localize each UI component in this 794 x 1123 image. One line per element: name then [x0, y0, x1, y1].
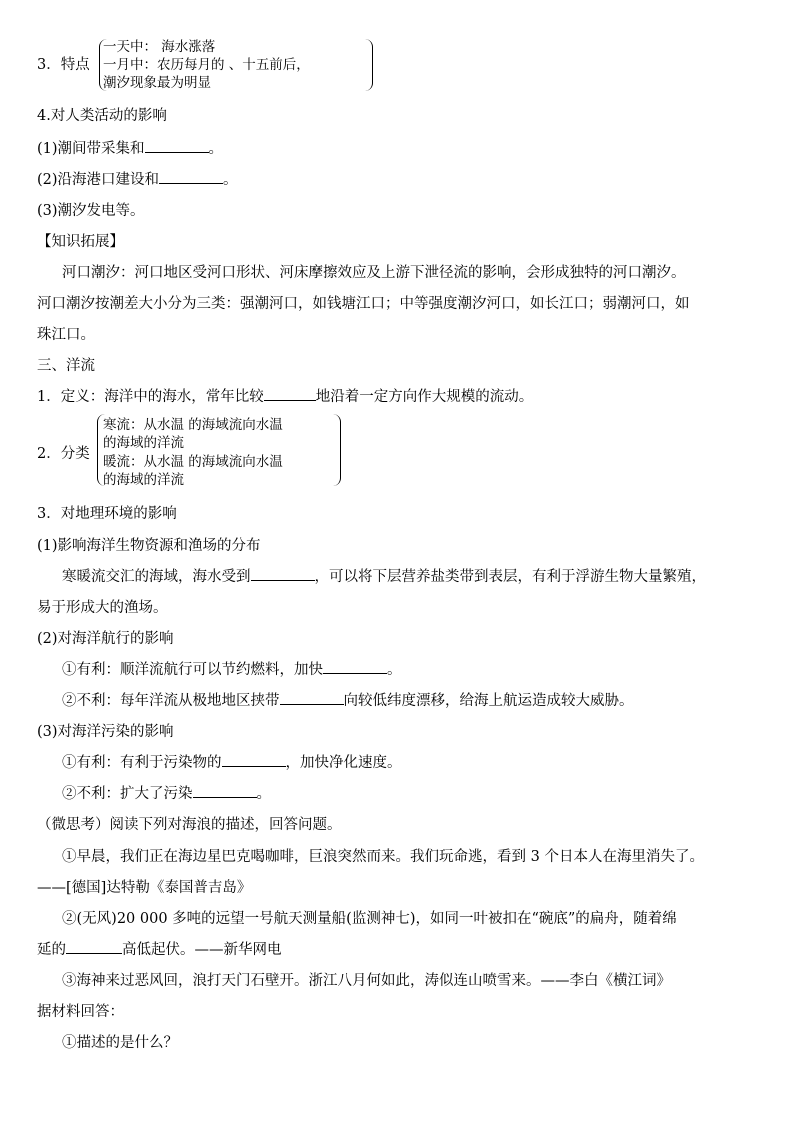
think-quote-1-source: ——[德国]达特勒《泰国普吉岛》 [37, 880, 252, 896]
answer-blank[interactable] [66, 941, 122, 954]
fish-text: 寒暖流交汇的海域，海水受到 ，可以将下层营养盐类带到表层，有利于浮游生物大量繁殖， [62, 569, 706, 585]
tide-feature-label: 3．特点 [37, 57, 90, 73]
cold-current: 寒流：从水温 的海域流向水温 [103, 417, 283, 433]
answer-lead: 据材料回答： [37, 1004, 124, 1020]
pollution-bad: ②不利：扩大了污染 。 [62, 786, 271, 802]
navigation-bad: ②不利：每年洋流从极地地区挟带 向较低纬度漂移，给海上航运造成较大威胁。 [62, 693, 634, 709]
impact-heading: 4.对人类活动的影响 [37, 108, 167, 124]
env-impact-heading: 3．对地理环境的影响 [37, 506, 177, 522]
cold-current-cont: 的海域的洋流 [103, 435, 184, 451]
answer-blank[interactable] [145, 140, 209, 153]
knowledge-expand-text: 河口潮汐：河口地区受河口形状、河床摩擦效应及上游下泄径流的影响，会形成独特的河口潮汐。 [62, 265, 686, 281]
answer-blank[interactable] [280, 692, 344, 705]
knowledge-expand-text: 珠江口。 [37, 327, 95, 343]
answer-blank[interactable] [323, 661, 387, 674]
pollution-good: ①有利：有利于污染物的 ，加快净化速度。 [62, 755, 402, 771]
fish-heading: (1)影响海洋生物资源和渔场的分布 [37, 538, 261, 554]
navigation-heading: (2)对海洋航行的影响 [37, 631, 174, 647]
knowledge-expand-text: 河口潮汐按潮差大小分为三类：强潮河口，如钱塘江口；中等强度潮汐河口，如长江口；弱潮河口，如 [37, 296, 690, 312]
impact-item-1: (1)潮间带采集和 。 [37, 141, 224, 157]
section-heading: 三、洋流 [37, 358, 95, 374]
answer-blank[interactable] [159, 171, 223, 184]
think-title: （微思考）阅读下列对海浪的描述，回答问题。 [37, 817, 342, 833]
think-quote-3: ③海神来过恶风回，浪打天门石壁开。浙江八月何如此，涛似连山喷雪来。——李白《横江词》 [62, 973, 671, 989]
answer-blank[interactable] [251, 568, 315, 581]
think-quote-2: ②(无风)20 000 多吨的远望一号航天测量船(监测神七)，如同一叶被扣在“碗底”的扁舟，随着绵 [62, 911, 677, 927]
right-brace [332, 414, 341, 486]
warm-current-cont: 的海域的洋流 [103, 472, 184, 488]
think-quote-1: ①早晨，我们正在海边星巴克喝咖啡，巨浪突然而来。我们玩命逃，看到 3 个日本人在海里消失了。 [62, 849, 704, 865]
answer-blank[interactable] [264, 388, 316, 401]
knowledge-expand-title: 【知识拓展】 [37, 234, 124, 250]
impact-item-3: (3)潮汐发电等。 [37, 203, 145, 219]
warm-current: 暖流：从水温 的海域流向水温 [103, 454, 283, 470]
answer-blank[interactable] [222, 754, 286, 767]
pollution-heading: (3)对海洋污染的影响 [37, 724, 174, 740]
impact-item-2: (2)沿海港口建设和 。 [37, 172, 238, 188]
tide-feature-month-cont: 潮汐现象最为明显 [103, 75, 211, 91]
fish-text-cont: 易于形成大的渔场。 [37, 600, 168, 616]
current-class-label: 2．分类 [37, 446, 90, 462]
current-definition: 1．定义：海洋中的海水，常年比较 地沿着一定方向作大规模的流动。 [37, 389, 534, 405]
tide-feature-day: 一天中： 海水涨落 [103, 39, 216, 55]
answer-blank[interactable] [193, 785, 257, 798]
navigation-good: ①有利：顺洋流航行可以节约燃料，加快 。 [62, 662, 402, 678]
think-quote-2-cont: 延的 高低起伏。——新华网电 [37, 942, 282, 958]
question-1: ①描述的是什么？ [62, 1035, 178, 1051]
tide-feature-month: 一月中：农历每月的 、十五前后， [103, 57, 310, 73]
right-brace [364, 39, 373, 91]
